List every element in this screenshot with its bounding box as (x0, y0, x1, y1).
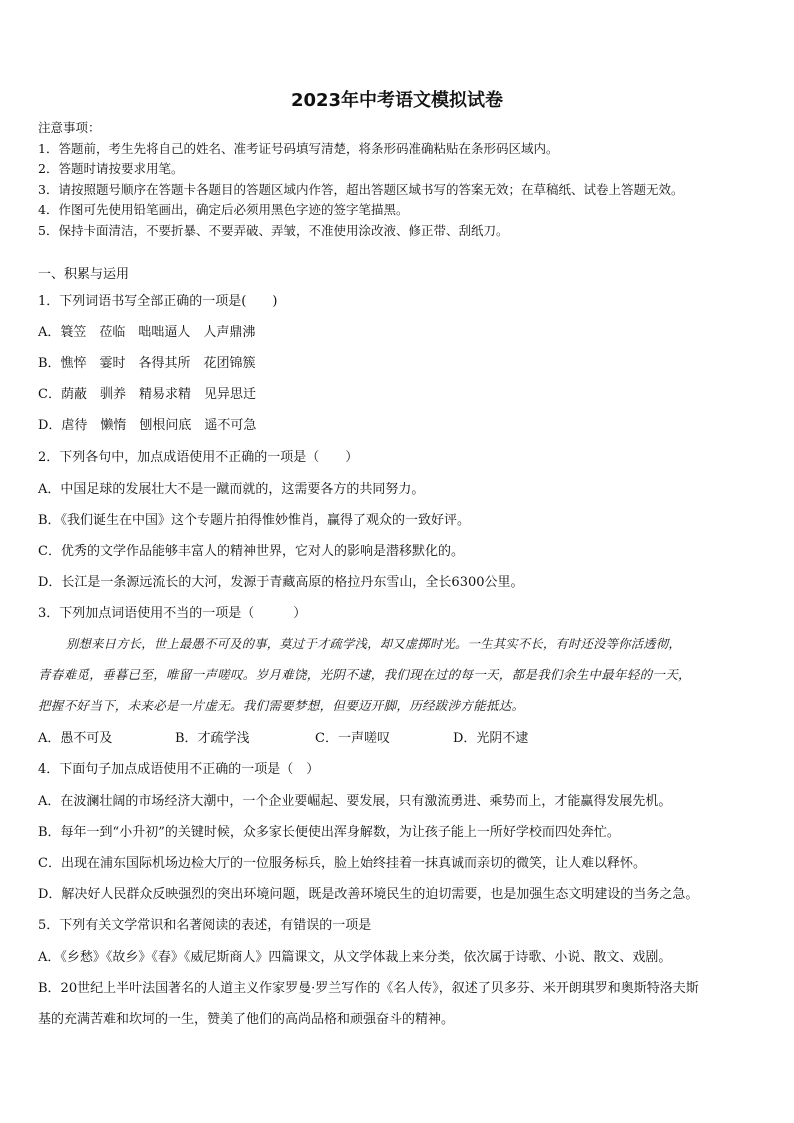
q3-option-b: B．才疏学浅 (175, 731, 250, 746)
q1-option-b: B．憔悴 霎时 各得其所 花团锦簇 (38, 356, 256, 371)
q5-option-b-cont: 基的充满苦难和坎坷的一生，赞美了他们的高尚品格和顽强奋斗的精神。 (38, 1012, 455, 1027)
section-heading: 一、积累与运用 (38, 267, 130, 282)
q5-option-a: A．《乡愁》《故乡》《春》《威尼斯商人》四篇课文，从文学体裁上来分类，依次属于诗歌、小说、散文、戏剧。 (38, 950, 672, 965)
q3-option-a: A．愚不可及 (38, 731, 113, 746)
q3-option-c: C．一声嗟叹 (315, 731, 390, 746)
notice-item: 3．请按照题号顺序在答题卡各题目的答题区域内作答，超出答题区域书写的答案无效；在草稿纸、试卷上答题无效。 (38, 182, 684, 197)
q2-option-a: A．中国足球的发展壮大不是一蹴而就的，这需要各方的共同努力。 (38, 482, 425, 497)
q2-option-b: B．《我们诞生在中国》这个专题片拍得惟妙惟肖，赢得了观众的一致好评。 (38, 513, 471, 528)
q4-option-d: D．解决好人民群众反映强烈的突出环境问题，既是改善环境民生的迫切需要，也是加强生态文明建设的当务之急。 (38, 887, 699, 902)
question-2-stem: 2．下列各句中，加点成语使用不正确的一项是（ ） (38, 450, 359, 465)
page-title: 2023年中考语文模拟试卷 (290, 90, 504, 111)
question-1-stem: 1．下列词语书写全部正确的一项是( ) (38, 294, 278, 309)
notice-item: 4．作图可先使用铅笔画出，确定后必须用黑色字迹的签字笔描黑。 (38, 202, 409, 217)
q3-passage-line: 别想来日方长，世上最愚不可及的事，莫过于才疏学浅，却又虚掷时光。一生其实不长，有时还没等你活透彻， (66, 637, 681, 651)
notice-item: 5．保持卡面清洁，不要折暴、不要弄破、弄皱，不准使用涂改液、修正带、刮纸刀。 (38, 223, 509, 238)
q5-option-b: B．20世纪上半叶法国著名的人道主义作家罗曼·罗兰写作的《名人传》，叙述了贝多芬、米开朗琪罗和奥斯特洛夫斯 (38, 981, 699, 996)
q3-passage-line: 把握不好当下，未来必是一片虚无。我们需要梦想，但要迈开脚，历经跋涉方能抵达。 (38, 698, 525, 713)
q3-option-d: D．光阴不逮 (453, 731, 529, 746)
q3-passage-line: 青春难觅，垂暮已至，唯留一声嗟叹。岁月难饶，光阴不逮，我们现在过的每一天，都是我们余生中最年轻的一天， (38, 667, 691, 682)
q2-option-c: C．优秀的文学作品能够丰富人的精神世界，它对人的影响是潜移默化的。 (38, 544, 464, 559)
q4-option-a: A．在波澜壮阔的市场经济大潮中，一个企业要崛起、要发展，只有激流勇进、乘势而上，才能赢得发展先机。 (38, 794, 672, 809)
q2-option-d: D．长江是一条源远流长的大河，发源于青藏高原的格拉丹东雪山，全长6300公里。 (38, 575, 524, 590)
q3-options (38, 727, 758, 746)
question-5-stem: 5．下列有关文学常识和名著阅读的表述，有错误的一项是 (38, 918, 372, 933)
notice-heading: 注意事项： (38, 120, 101, 135)
q1-option-a: A．簑笠 莅临 咄咄逼人 人声鼎沸 (38, 325, 256, 340)
q4-option-b: B．每年一到“小升初”的关键时候，众多家长便使出浑身解数，为让孩子能上一所好学校而四处奔忙。 (38, 825, 620, 840)
question-4-stem: 4．下面句子加点成语使用不正确的一项是（ ） (38, 762, 320, 777)
q1-option-d: D．虐待 懒惰 刨根问底 遥不可急 (38, 418, 257, 433)
question-3-stem: 3．下列加点词语使用不当的一项是（ ） (38, 606, 307, 621)
q1-option-c: C．荫蔽 驯养 精易求精 见异思迁 (38, 387, 256, 402)
notice-item: 2．答题时请按要求用笔。 (38, 161, 184, 176)
notice-item: 1．答题前，考生先将自己的姓名、准考证号码填写清楚，将条形码准确粘贴在条形码区域内。 (38, 141, 559, 156)
q4-option-c: C．出现在浦东国际机场边检大厅的一位服务标兵，脸上始终挂着一抹真诚而亲切的微笑，让人难以释怀。 (38, 856, 646, 871)
